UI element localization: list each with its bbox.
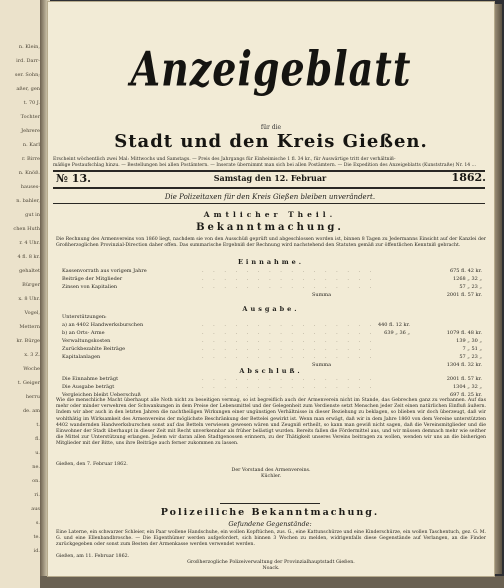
announcement-heading: Bekanntmachung. <box>196 222 344 233</box>
einnahme-row-label: Kassenvorrath aus vorigem Jahre <box>62 268 147 274</box>
publication-info-line-1: Erscheint wöchentlich zwei Mal: Mittwochs und Samstags. — Preis des Jahrgangs für Einheimische 1 fl. 34 kr., für Auswärtige tritt der verhältniß- <box>53 157 396 162</box>
abschluss-row-amount: 2001 fl. 57 kr. <box>446 376 482 382</box>
ausgabe-row-amount: 139 „ 30 „ <box>456 338 482 344</box>
issue-number: № 13. <box>56 172 91 185</box>
ausgabe-row-amount: 57 „ 23 „ <box>459 354 482 360</box>
einnahme-row-amount: 2001 fl. 57 kr. <box>446 292 482 298</box>
ausgabe-row-amount: 1079 fl. 48 kr. <box>446 330 482 336</box>
dot-leader: . . . . . . . . . . . . . . . . <box>202 276 376 282</box>
margin-fragment: Tochter <box>20 114 40 120</box>
abschluss-heading: Abschluß. <box>239 367 303 375</box>
signoff-block <box>56 462 486 480</box>
einnahme-heading: Einnahme. <box>237 258 305 266</box>
margin-fragment: n. Klein, <box>18 44 40 50</box>
ausgabe-row-label: a) an 4402 Handwerksburschen <box>62 322 144 328</box>
margin-fragment: r. Birre <box>21 156 40 162</box>
abschluss-row-amount: 1304 „ 32 „ <box>452 384 482 390</box>
einnahme-row-label: Summa <box>312 292 332 298</box>
einnahme-row-amount: 1268 „ 32 „ <box>452 276 482 282</box>
police-signoff <box>56 554 486 572</box>
margin-fragment: s. <box>35 520 40 526</box>
issue-year: 1862. <box>451 171 486 184</box>
abschluss-row-label: Die Einnahme beträgt <box>62 376 119 382</box>
signoff-place-date: Gießen, den 7. Februar 1862. <box>56 462 128 467</box>
police-announcement-heading: Polizeiliche Bekanntmachung. <box>160 507 380 518</box>
margin-fragment: Jehrere <box>21 128 40 134</box>
margin-fragment: Bürger <box>22 282 40 288</box>
margin-fragment: t. Geiger <box>17 380 40 386</box>
dot-leader: . . . . . . . . . . . . . . . . <box>202 330 376 336</box>
dot-leader: . . . . . . . . . . . . . . . . <box>202 284 376 290</box>
abschluss-row-label: Vergleichen bleibt Ueberschuß <box>62 392 141 398</box>
margin-fragment: gut in <box>25 212 40 218</box>
margin-fragment: gehaltet <box>19 268 40 274</box>
abschluss-row <box>62 375 482 383</box>
dot-leader: . . . . . . . . . . . . . . . . <box>202 384 376 390</box>
margin-fragment: ird. Darr- <box>16 58 40 64</box>
police-tax-notice: Die Polizeitaxen für den Kreis Gießen bleiben unverändert. <box>164 193 376 201</box>
ausgabe-row-amount: 7 „ 51 „ <box>462 346 482 352</box>
einnahme-row-amount: 675 fl. 42 kr. <box>449 268 482 274</box>
margin-fragment: u. <box>35 450 40 456</box>
einnahme-row-label: Beiträge der Mitglieder <box>62 276 123 282</box>
margin-fragment: aßer, gen <box>16 86 40 92</box>
issue-date: Samstag den 12. Februar <box>213 173 327 183</box>
newspaper-subtitle: Stadt und den Kreis Gießen. <box>114 131 428 152</box>
publication-info <box>53 157 487 169</box>
ausgabe-heading: Ausgabe. <box>242 305 300 313</box>
ausgabe-row-label: Verwaltungskosten <box>62 338 111 344</box>
ausgabe-row-label: b) an Orts- Arme <box>62 330 105 336</box>
margin-fragment: t. 70 J. <box>23 100 40 106</box>
margin-fragment: id. <box>33 548 40 554</box>
margin-fragment: de. am <box>22 408 40 414</box>
ausgabe-row-subamount: 639 „ 36 „ <box>384 330 410 336</box>
margin-fragment: t. <box>36 422 40 428</box>
margin-fragment: te. <box>33 534 40 540</box>
margin-fragment: herru <box>25 394 40 400</box>
section-official-part: Amtlicher Theil. <box>203 210 337 219</box>
publication-info-line-2: mäßige Postaufschlag hinzu. — Bestellungen bei allen Postämtern. — Inserate übernimmt man sich bei allen Postämtern. — Die Expedition des Anzeigeblatts (Kunststraße) Nr. 14 ... <box>53 163 477 168</box>
ausgabe-row-amount: 1304 fl. 32 kr. <box>446 362 482 368</box>
book-bottom-edge <box>40 576 504 588</box>
einnahme-row <box>62 283 482 291</box>
ausgabe-row <box>62 329 482 337</box>
ausgabe-row-label: Unterstützungen: <box>62 314 107 320</box>
margin-fragment: ne. <box>32 464 40 470</box>
ausgabe-row <box>62 337 482 345</box>
rule-after-notice <box>53 203 485 204</box>
margin-fragment: x. 3 Z. <box>24 352 40 358</box>
ausgabe-row <box>62 345 482 353</box>
margin-fragment: hauses- <box>20 184 40 190</box>
signoff-name: Küchler. <box>260 474 281 479</box>
margin-fragment: r. 4 Uhr. <box>19 240 40 246</box>
einnahme-row <box>62 275 482 283</box>
einnahme-row <box>62 291 482 299</box>
newspaper-title: Anzeigeblatt <box>130 40 412 97</box>
dot-leader: . . . . . . . . . . . . . . . . <box>202 392 376 398</box>
margin-fragment: Mettern <box>19 324 40 330</box>
closing-paragraph: Wie die menschliche Macht überhaupt alle Noth nicht zu beseitigen vermag, so ist begreiflich auch der Armenverein nicht im Stande, das Gebrechen ganz zu verbannen. Auf das mehr oder minder verwehren der Schwankungen in dem Preise der Lebensmittel und der Gelegenheit zum Verdienste setzt Menschen jeder Zeit einen natürlichen Einfluß äußern. Indem wir aber auch in den letzten Jahren die nachtheiligen Wirkungen einer ungünstigen Verhältnisse in dieser Beziehung zu beklagen, so blieben wir doch überzeugt, daß wir wohlthätig im Wirksamkeit des Armenvereins der möglichste Beschränkung der Bettelei gewirkt ist. Wenn man erwägt, daß wir in dem Jahre 1860 von dem Vereine unterstützten 4402 wandernden Handwerksburschen sonst auf das Betteln verwiesen gewesen wären und Zeugniß ertheilt, so kann man gewiß nicht sagen, daß die Vereinsmitglieder und die Einwohner der Stadt überhaupt in dieser Zeit mit Recht unverkennbar als früher belästigt wurden. Bereits fallen die Fördermittel aus, und wir müssen demnach mehr wie seither die Mittel zur Unterstützung erlangen. Jedem wir daran allen Stadtgenossen erinnern, zu der Thätigkeit unseres Vereins beitragen zu wollen, wenden wir uns an die bisherigen Mitglieder mit der Bitte, uns ihre Beiträge auch ferner zukommen zu lassen. <box>56 398 486 447</box>
ausgabe-row-label: Kapitalanlagen <box>62 354 101 360</box>
margin-fragment: ri. <box>34 492 40 498</box>
intro-paragraph: Die Rechnung des Armenvereins von 1860 liegt, nachdem sie von den Ausschüß geprüft und abgeschlossen worden ist, binnen 8 Tagen zu Jedermanns Einsicht auf der Kanzlei der Großherzoglichen Provinzial-Direction daher offen. Das summarische Ergebniß der Rechnung wird nachstehend den Statuten gemäß zur öffentlichen Kenntniß gebracht. <box>56 237 486 249</box>
abschluss-row-amount: 697 fl. 25 kr. <box>449 392 482 398</box>
police-authority: Großherzogliche Polizeiverwaltung der Provinzialhauptstadt Gießen. <box>187 560 355 565</box>
found-items-heading: Gefundene Gegenstände: <box>228 520 312 528</box>
ausgabe-row-label: Zurückbezahlte Beiträge <box>62 346 126 352</box>
ausgabe-row-subamount: 440 fl. 12 kr. <box>377 322 410 328</box>
einnahme-row-label: Zinsen von Kapitalien <box>62 284 118 290</box>
margin-fragment: n. Karl <box>22 142 40 148</box>
margin-fragment: Vogel, <box>24 310 40 316</box>
ausgabe-row <box>62 321 482 329</box>
margin-fragment: kr. Bürge <box>16 338 40 344</box>
police-place-date: Gießen, am 11. Februar 1862. <box>56 554 130 559</box>
abschluss-row-label: Die Ausgabe beträgt <box>62 384 115 390</box>
dot-leader: . . . . . . . . . . . . . . . . <box>202 268 376 274</box>
ausgabe-row-label: Summa <box>312 362 332 368</box>
dot-leader: . . . . . . . . . . . . . . . . <box>202 376 376 382</box>
page-edge <box>494 4 502 574</box>
margin-fragment: on. <box>32 478 40 484</box>
dot-leader: . . . . . . . . . . . . . . . . <box>202 354 376 360</box>
margin-fragment: chen Huth <box>13 226 40 232</box>
police-name: Noack. <box>262 566 280 571</box>
einnahme-row <box>62 267 482 275</box>
margin-fragment: aus <box>31 506 40 512</box>
margin-fragment: 4 fl. 8 kr. <box>17 254 40 260</box>
einnahme-row-amount: 57 „ 23 „ <box>459 284 482 290</box>
margin-fragment: Woche <box>23 366 40 372</box>
margin-fragment: ser. Sohn; <box>14 72 40 78</box>
found-items-paragraph: Eine Laterne, ein schwarzer Schleier, ein Paar wollene Handschuhe, ein wollen Kopftüchen, zus. G., eine Kattunschürze und eine Kinderschürze, ein wollen Taschentuch, gez. G. M. G. und eine Ellenbandbrosche. — Die Eigenthümer werden aufgefordert, sich binnen 3 Wochen zu melden, widrigenfalls diese Gegenstände auf Verlangen, an die Finder zurückgegeben oder sonst zum Besten der Armenkasse werden verwendet werden. <box>56 530 486 548</box>
margin-fragment: x. 8 Uhr. <box>18 296 40 302</box>
ausgabe-row <box>62 313 482 321</box>
dot-leader: . . . . . . . . . . . . . . . . <box>202 322 376 328</box>
abschluss-row <box>62 383 482 391</box>
ausgabe-row <box>62 353 482 361</box>
signoff-board: Der Vorstand des Armenvereins. <box>231 468 311 473</box>
masthead-fuer-die: für die <box>260 124 282 131</box>
margin-fragment: n. Knöß. <box>18 170 40 176</box>
margin-fragment: n. bahler, <box>16 198 40 204</box>
dot-leader: . . . . . . . . . . . . . . . . <box>202 346 376 352</box>
section-divider <box>220 503 320 504</box>
rule-mid <box>53 187 485 189</box>
dot-leader: . . . . . . . . . . . . . . . . <box>202 338 376 344</box>
margin-fragment: fl. <box>35 436 40 442</box>
